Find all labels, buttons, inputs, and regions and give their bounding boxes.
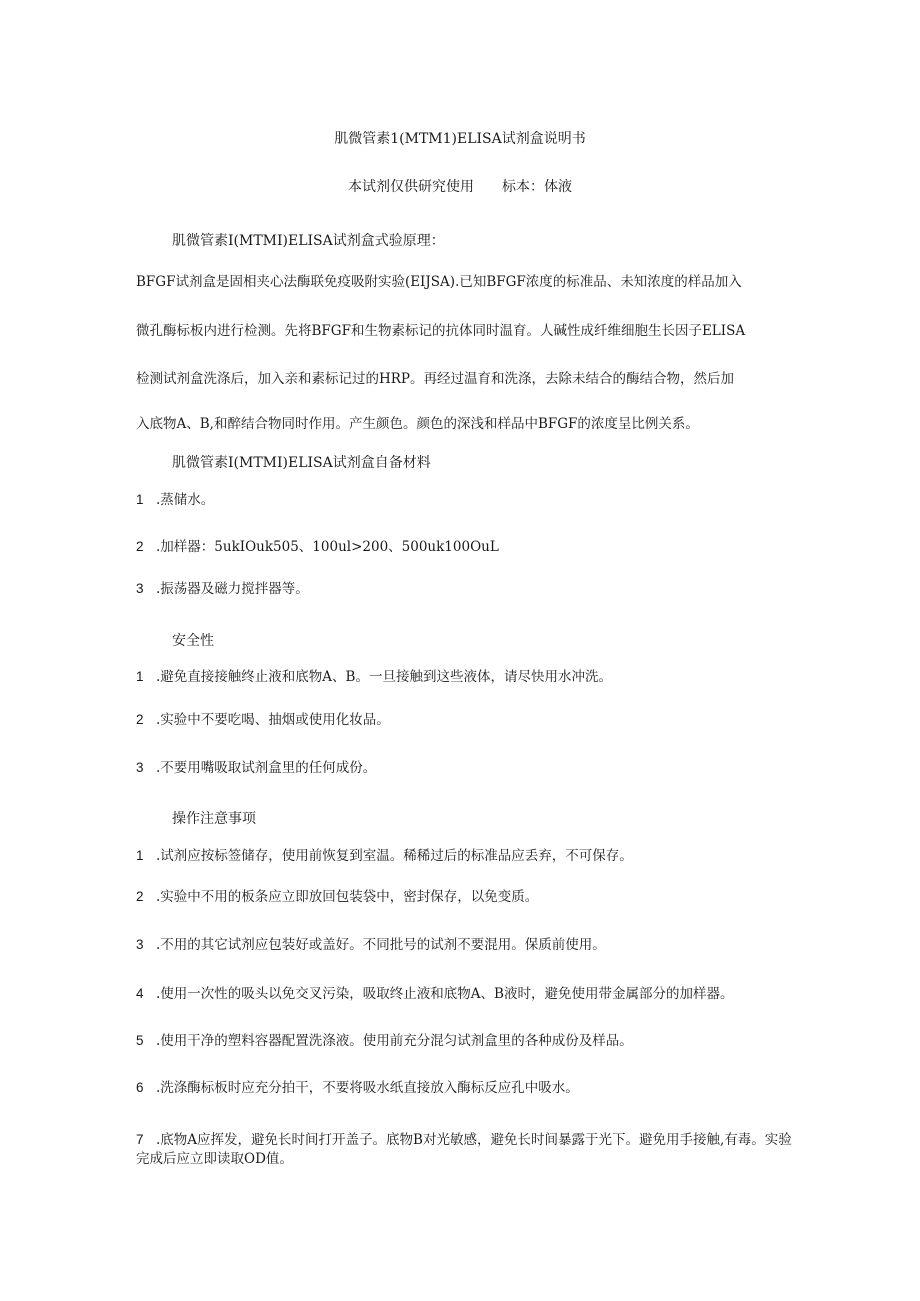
item-number: 2 — [136, 712, 144, 727]
item-text: .不用的其它试剂应包装好或盖好。不同批号的试剂不要混用。保质前使用。 — [156, 937, 606, 953]
principle-line-4: 入底物A、B,和醉结合物同时作用。产生颜色。颜色的深浅和样品中BFGF的浓度呈比例关系。 — [136, 416, 699, 432]
item-number: 5 — [136, 1033, 144, 1048]
notes-item-3 — [136, 936, 606, 954]
item-text: .使用一次性的吸头以免交叉污染，吸取终止液和底物A、B液时，避免使用带金属部分的加样器。 — [156, 986, 734, 1002]
item-number: 1 — [136, 492, 144, 507]
notes-item-7 — [136, 1130, 796, 1169]
principle-heading: 肌微管素I(MTMI)ELISA试剂盒式验原理： — [172, 233, 445, 249]
item-number: 6 — [136, 1080, 144, 1095]
principle-line-3: 检测试剂盒洗涤后，加入亲和素标记过的HRP。再经过温育和洗涤，去除未结合的酶结合物，然后加 — [136, 371, 735, 387]
item-number: 3 — [136, 581, 144, 596]
principle-line-2: 微孔酶标板内进行检测。先将BFGF和生物素标记的抗体同时温育。人碱性成纤维细胞生长因子ELISA — [136, 323, 746, 339]
usage-note: 本试剂仅供研究使用 — [348, 179, 474, 195]
notes-item-1 — [136, 847, 633, 865]
item-text: .振荡器及磁力搅拌器等。 — [156, 581, 309, 597]
item-text: .试剂应按标签储存，使用前恢复到室温。稀稀过后的标准品应丢弃，不可保存。 — [156, 848, 633, 864]
principle-line-1: BFGF试剂盒是固相夹心法酶联免疫吸附实验(EIJSA).已知BFGF浓度的标准品、未知浓度的样品加入 — [136, 274, 742, 290]
document-title: 肌微管素1(MTM1)ELISA试剂盒说明书 — [334, 131, 586, 147]
materials-item-2 — [136, 538, 499, 556]
item-number: 1 — [136, 848, 144, 863]
notes-item-2 — [136, 888, 538, 906]
notes-heading: 操作注意事项 — [172, 811, 256, 827]
item-number: 7 — [136, 1132, 144, 1147]
item-text: .加样器：5ukIOuk505、100ul>200、500uk100OuL — [156, 539, 499, 555]
item-text: .底物A应挥发，避免长时间打开盖子。底物B对光敏感，避免长时间暴露于光下。避免用手接触,有毒。实验完成后应立即读取OD值。 — [136, 1132, 792, 1167]
materials-heading: 肌微管素I(MTMI)ELISA试剂盒自备材料 — [172, 455, 431, 471]
item-text: .实验中不要吃喝、抽烟或使用化妆品。 — [156, 712, 390, 728]
document-subtitle — [0, 178, 920, 196]
item-number: 3 — [136, 937, 144, 952]
safety-heading: 安全性 — [172, 633, 214, 649]
item-number: 3 — [136, 760, 144, 775]
item-text: .不要用嘴吸取试剂盒里的任何成份。 — [156, 760, 377, 776]
item-number: 2 — [136, 539, 144, 554]
item-text: .洗涤酶标板时应充分拍干，不要将吸水纸直接放入酶标反应孔中吸水。 — [156, 1080, 579, 1096]
safety-item-1 — [136, 668, 612, 686]
notes-item-6 — [136, 1079, 579, 1097]
item-text: .使用干净的塑料容器配置洗涤液。使用前充分混匀试剂盒里的各种成份及样品。 — [156, 1033, 633, 1049]
specimen-note: 标本：体液 — [502, 179, 572, 195]
safety-item-2 — [136, 711, 390, 729]
materials-item-3 — [136, 580, 309, 598]
safety-item-3 — [136, 759, 376, 777]
item-number: 4 — [136, 986, 144, 1001]
item-number: 2 — [136, 889, 144, 904]
item-text: .实验中不用的板条应立即放回包装袋中，密封保存，以免变质。 — [156, 889, 539, 905]
item-text: .蒸储水。 — [156, 492, 215, 508]
notes-item-5 — [136, 1032, 633, 1050]
item-text: .避免直接接触终止液和底物A、B。一旦接触到这些液体，请尽快用水冲洗。 — [156, 669, 612, 685]
item-number: 1 — [136, 669, 144, 684]
notes-item-4 — [136, 985, 733, 1003]
materials-item-1 — [136, 491, 214, 509]
